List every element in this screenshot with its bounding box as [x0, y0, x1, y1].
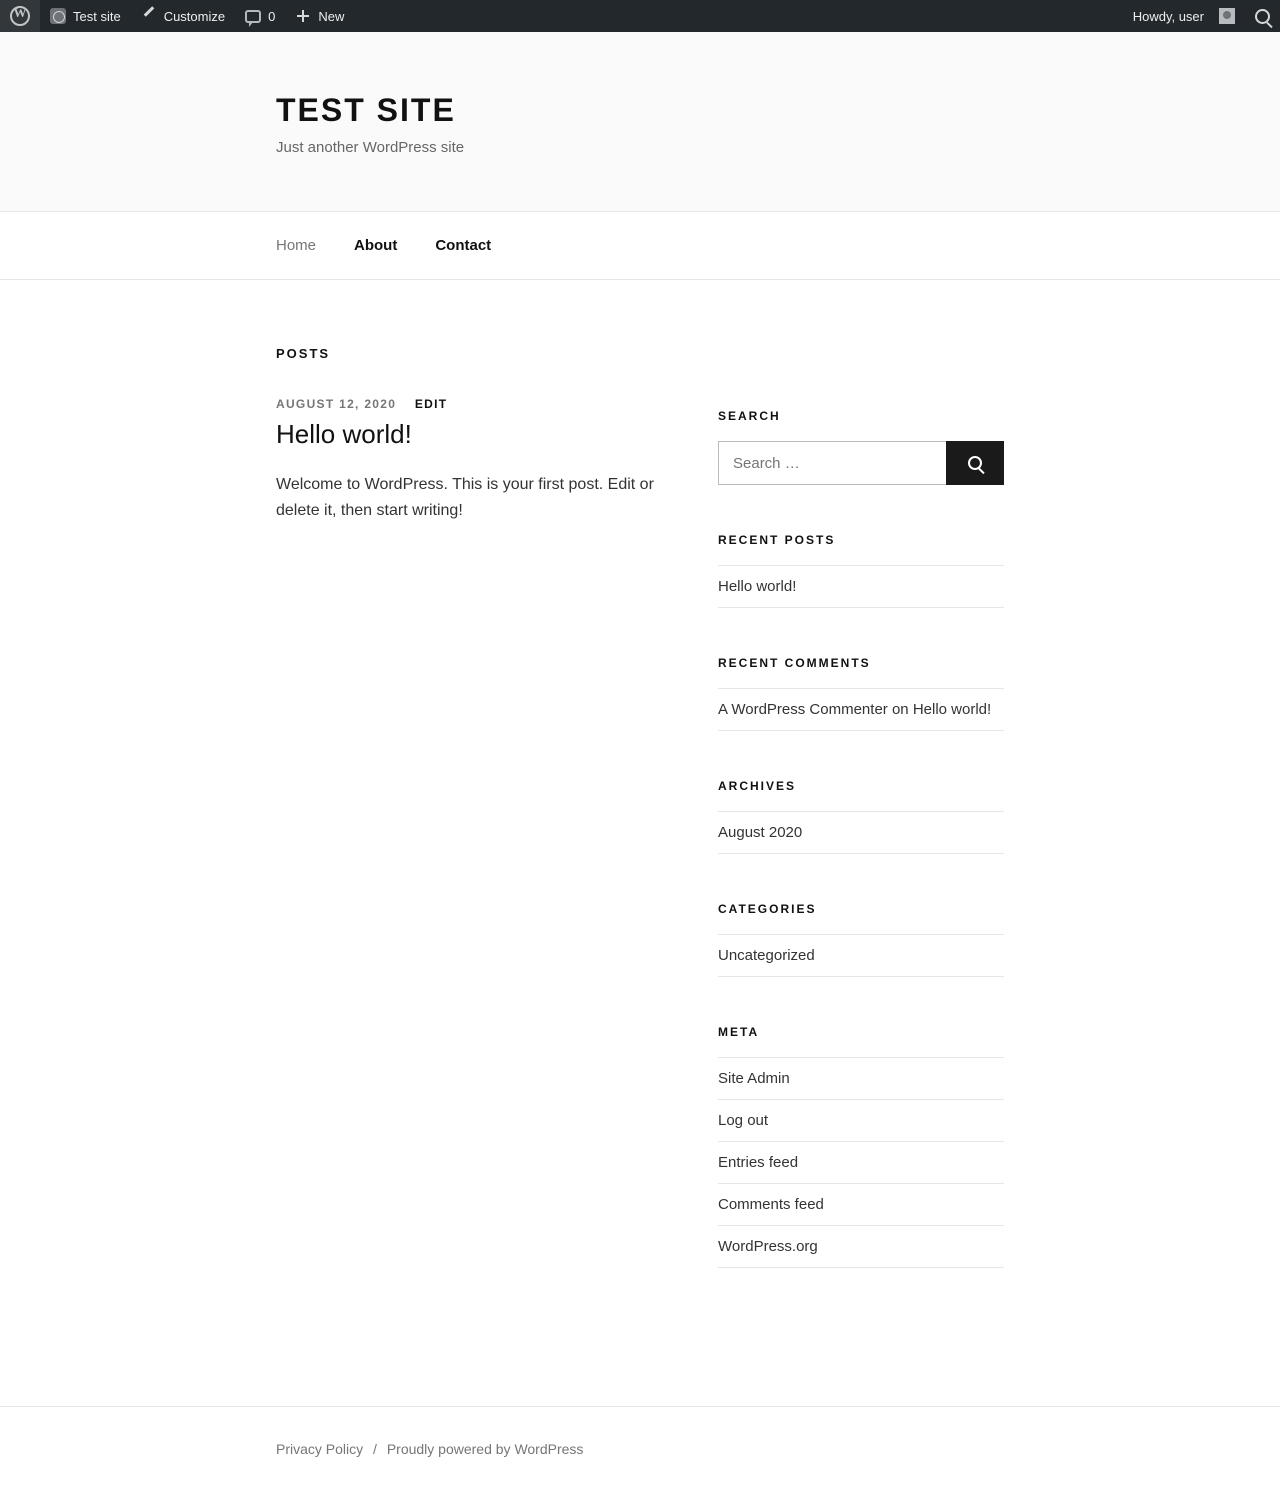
list-item[interactable] [718, 1142, 1004, 1184]
adminbar-search-button[interactable] [1245, 0, 1280, 32]
site-icon [50, 8, 66, 24]
site-header [0, 32, 1280, 212]
adminbar-comments-count: 0 [268, 8, 276, 24]
site-footer [0, 1406, 1280, 1497]
sidebar [718, 397, 1004, 1316]
comment-post-link[interactable]: Hello world! [912, 701, 992, 718]
nav-link-home[interactable]: Home [276, 236, 317, 254]
meta-link-entries-feed[interactable]: Entries feed [718, 1154, 799, 1171]
widget-recent-posts-title: RECENT POSTS [718, 533, 836, 547]
widget-archives-title: ARCHIVES [718, 779, 797, 793]
comment-author: A WordPress Commenter [718, 701, 888, 718]
list-item[interactable] [718, 935, 1004, 977]
avatar [1219, 8, 1235, 24]
list-item[interactable] [718, 1184, 1004, 1226]
search-submit-button[interactable] [946, 441, 1004, 485]
post-date-link[interactable]: AUGUST 12, 2020 [276, 397, 397, 411]
widget-recent-posts [718, 533, 1004, 608]
site-header-wrap [88, 92, 1192, 156]
search-input[interactable] [718, 441, 946, 485]
wordpress-logo-icon [10, 6, 30, 26]
meta-link-wordpress-org[interactable]: WordPress.org [718, 1238, 818, 1255]
post-content [276, 472, 656, 523]
nav-wrap [88, 237, 1192, 255]
primary-navigation [0, 212, 1280, 280]
recent-post-link[interactable]: Hello world! [718, 578, 797, 595]
admin-bar [0, 0, 1280, 32]
adminbar-my-account-button[interactable] [1123, 0, 1245, 32]
nav-list [276, 237, 1004, 255]
adminbar-howdy-label: Howdy, user [1132, 8, 1204, 24]
nav-item-home[interactable] [276, 237, 316, 255]
adminbar-new-label: New [318, 8, 345, 24]
widget-meta-title: META [718, 1025, 760, 1039]
site-tagline: Just another WordPress site [276, 139, 465, 156]
post-body-text: Welcome to WordPress. This is your first post. Edit or delete it, then start writing! [276, 476, 654, 519]
recent-posts-list [718, 565, 1004, 608]
widget-recent-comments [718, 656, 1004, 731]
adminbar-customize-button[interactable] [131, 0, 235, 32]
meta-link-log-out[interactable]: Log out [718, 1112, 769, 1129]
widget-search [718, 409, 1004, 485]
page-title[interactable]: TEST SITE [276, 92, 456, 128]
list-item[interactable] [718, 1226, 1004, 1268]
pencil-icon [141, 8, 157, 24]
content-wrap [88, 280, 1192, 1316]
widget-recent-comments-title: RECENT COMMENTS [718, 656, 871, 670]
footer-wrap [88, 1441, 1192, 1457]
widget-categories-title: CATEGORIES [718, 902, 817, 916]
comment-on-word: on [891, 701, 909, 718]
list-item[interactable] [718, 812, 1004, 854]
adminbar-right-group [1123, 0, 1280, 32]
adminbar-site-name-label: Test site [73, 8, 121, 24]
meta-list [718, 1057, 1004, 1268]
main-content [276, 397, 656, 523]
archives-list [718, 811, 1004, 854]
widget-archives [718, 779, 1004, 854]
nav-item-contact[interactable] [435, 237, 491, 255]
meta-link-comments-feed[interactable]: Comments feed [718, 1196, 824, 1213]
list-item[interactable] [718, 1058, 1004, 1100]
widget-categories [718, 902, 1004, 977]
privacy-policy-link[interactable]: Privacy Policy [276, 1441, 364, 1457]
list-item[interactable] [718, 689, 1004, 731]
list-item[interactable] [718, 1100, 1004, 1142]
post-edit-link[interactable]: EDIT [414, 397, 448, 411]
widget-meta [718, 1025, 1004, 1268]
meta-link-site-admin[interactable]: Site Admin [718, 1070, 790, 1087]
nav-link-contact[interactable]: Contact [435, 236, 492, 254]
site-info [276, 1441, 1004, 1457]
post-meta [276, 397, 656, 411]
adminbar-wp-logo-button[interactable] [0, 0, 40, 32]
adminbar-new-button[interactable] [285, 0, 354, 32]
recent-comments-list [718, 688, 1004, 731]
categories-list [718, 934, 1004, 977]
posts-section-label: POSTS [276, 346, 331, 361]
adminbar-customize-label: Customize [163, 8, 226, 24]
search-icon [968, 456, 982, 470]
nav-link-about[interactable]: About [354, 236, 398, 254]
content-columns [276, 397, 1004, 1316]
wordpress-credit-link[interactable]: Proudly powered by WordPress [386, 1441, 584, 1457]
footer-separator: / [373, 1441, 377, 1457]
adminbar-comments-button[interactable] [235, 0, 285, 32]
post-title[interactable]: Hello world! [276, 419, 412, 449]
post-article [276, 397, 656, 523]
nav-item-about[interactable] [354, 237, 397, 255]
search-form [718, 441, 1004, 485]
list-item[interactable] [718, 566, 1004, 608]
category-link[interactable]: Uncategorized [718, 947, 815, 964]
search-icon [1255, 9, 1270, 24]
plus-icon [295, 8, 311, 24]
comment-bubble-icon [245, 10, 261, 23]
adminbar-site-name-button[interactable] [40, 0, 131, 32]
widget-search-title: SEARCH [718, 409, 781, 423]
archive-link[interactable]: August 2020 [718, 824, 803, 841]
